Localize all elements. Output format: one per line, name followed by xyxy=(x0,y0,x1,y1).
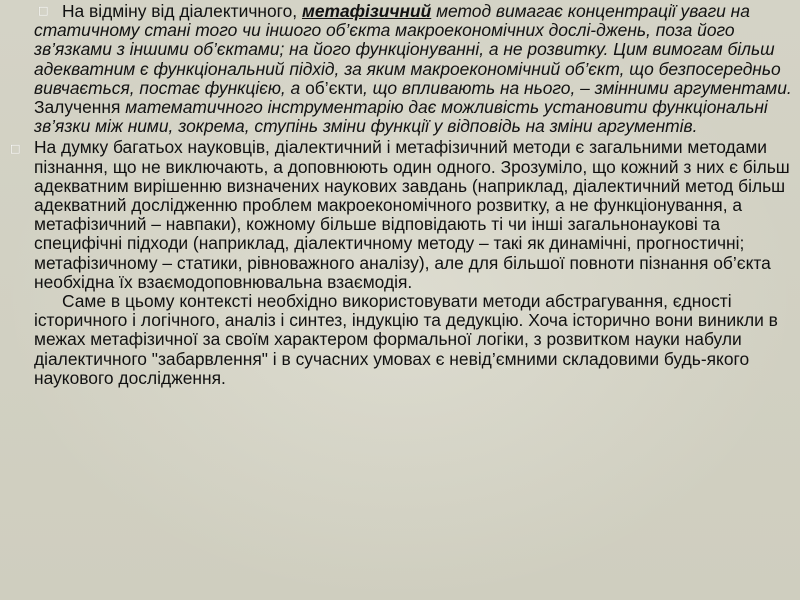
paragraph-abstraction-methods xyxy=(10,292,792,388)
paragraph-1-part2: , що впливають на нього, – змінними аргументами. xyxy=(362,77,792,98)
paragraph-1-part1: метод вимагає концентрації уваги на статичному стані того чи іншого об’єкта макроекономічних дослі-джень, поза його зв’язками з іншими об’єктами; на його функціонуванні, а не розвитку. Цим вимогам більш адекватним є функціональний підхід, за яким макроекономічний об’єкт, що безпосередньо вивчається, постає функцією, а xyxy=(34,1,781,98)
paragraph-2-text: На думку багатьох науковців, діалектичний і метафізичний методи є загальними методами пізнання, що не виключають, а доповнюють один одного. Зрозуміло, що кожний з них є більш адекватним вирішенню визначених наукових завдань (наприклад, діалектичний метод більш адекватний дослідженню проблем макроекономічного розвитку, а не функціонування, а метафізичний – навпаки), кожному більше відповідають ті чи інші загальнонаукові та специфічні підходи (наприклад, діалектичному методу – такі як динамічні, прогностичні; метафізичному – статики, рівноважного аналізу), але для більшої повноти пізнання об’єкта необхідна їх взаємодоповнювальна взаємодія. xyxy=(34,137,790,292)
slide-text-body xyxy=(10,0,792,388)
keyword-metaphysical: метафізичний xyxy=(301,1,432,21)
paragraph-3-text: Саме в цьому контексті необхідно використовувати методи абстрагування, єдності історичного і логічного, аналіз і синтез, індукцію та дедукцію. Хоча історично вони виникли в межах метафізичної за своїм характером формальної логіки, з розвитком науки набули діалектичного "забарвлення" і в сучасних умовах є невід’ємними складовими будь-якого наукового дослідження. xyxy=(34,291,778,388)
paragraph-1-part3-plain: Залучення xyxy=(34,97,126,118)
bullet-icon: □ xyxy=(10,142,21,156)
paragraph-1-part3-italic: математичного інструментарію дає можливість установити функціональні зв’язки між ними, зокрема, ступінь зміни функції у відповідь на зміни аргументів. xyxy=(34,97,768,137)
paragraph-1-plain-word: об’єкти xyxy=(305,77,363,98)
paragraph-methods-complementarity xyxy=(10,138,792,292)
paragraph-metaphysical-method xyxy=(10,0,792,136)
bullet-icon: □ xyxy=(38,4,49,17)
paragraph-1-intro: На відміну від діалектичного, xyxy=(62,1,302,21)
